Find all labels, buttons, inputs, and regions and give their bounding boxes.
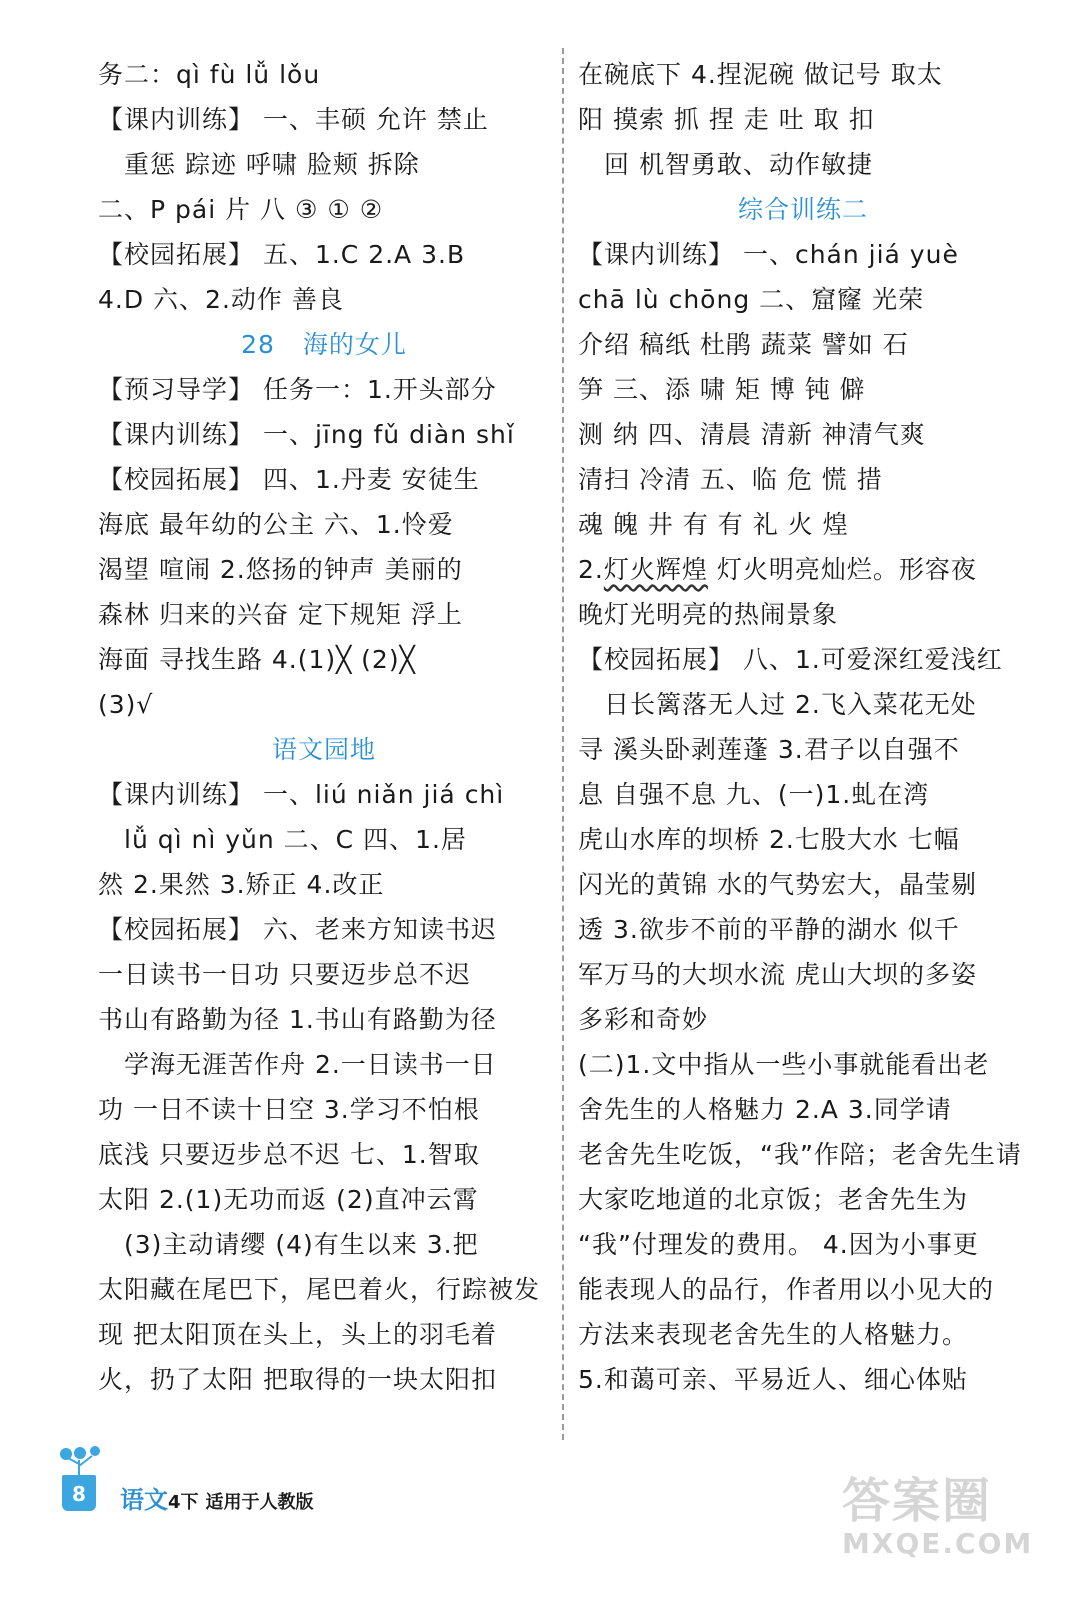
answer-line: 日长篱落无人过 2.飞入菜花无处 bbox=[604, 690, 977, 719]
site-watermark bbox=[842, 1462, 1052, 1582]
answer-line: “我”付理发的费用。 4.因为小事更 bbox=[578, 1230, 979, 1259]
answer-line: 能表现人的品行，作者用以小见大的 bbox=[578, 1275, 995, 1304]
answer-line: 介绍 稿纸 杜鹃 蔬菜 譬如 石 bbox=[578, 330, 909, 359]
answer-line: 回 机智勇敢、动作敏捷 bbox=[604, 150, 873, 179]
answer-line: 【课内训练】 一、丰硕 允许 禁止 bbox=[98, 105, 489, 134]
answer-line: 二、P pái 片 八 ③ ① ② bbox=[98, 195, 384, 224]
answer-line: 息 自强不息 九、(一)1.虬在湾 bbox=[578, 780, 930, 809]
answer-line: 然 2.果然 3.矫正 4.改正 bbox=[98, 870, 385, 899]
answer-line: 【校园拓展】 八、1.可爱深红爱浅红 bbox=[578, 645, 1003, 674]
answer-line: 多彩和奇妙 bbox=[578, 1005, 709, 1034]
book-edition: 适用于人教版 bbox=[205, 1492, 314, 1513]
answer-line: 5.和蔼可亲、平易近人、细心体贴 bbox=[578, 1365, 968, 1394]
answer-line: 【课内训练】 一、liú niǎn jiá chì bbox=[98, 780, 505, 809]
answer-line: 【预习导学】 任务一：1.开头部分 bbox=[98, 375, 497, 404]
answer-line: 晚灯光明亮的热闹景象 bbox=[578, 600, 839, 629]
answer-line: (3)主动请缨 (4)有生以来 3.把 bbox=[124, 1230, 479, 1259]
answer-line: 太阳 2.(1)无功而返 (2)直冲云霄 bbox=[98, 1185, 479, 1214]
right-column bbox=[578, 52, 1028, 1402]
page-footer bbox=[58, 1440, 418, 1514]
answer-line: 测 纳 四、清晨 清新 神清气爽 bbox=[578, 420, 926, 449]
wavy-underlined-idiom: 灯火辉煌 bbox=[603, 555, 708, 584]
answer-line: 太阳藏在尾巴下，尾巴着火，行踪被发 bbox=[98, 1275, 541, 1304]
answer-line: 现 把太阳顶在头上，头上的羽毛着 bbox=[98, 1320, 497, 1349]
answer-line bbox=[578, 547, 1028, 592]
answer-line: lǚ qì nì yǔn 二、C 四、1.居 bbox=[124, 825, 467, 854]
answer-line: 虎山水库的坝桥 2.七股大水 七幅 bbox=[578, 825, 960, 854]
book-grade: 4下 bbox=[168, 1492, 199, 1513]
answer-line: 方法来表现老舍先生的人格魅力。 bbox=[578, 1320, 969, 1349]
lesson-number: 28 bbox=[241, 330, 275, 359]
answer-line: 学海无涯苦作舟 2.一日读书一日 bbox=[124, 1050, 497, 1079]
page-number-badge: 8 bbox=[62, 1475, 96, 1511]
answer-line: 务二：qì fù lǚ lǒu bbox=[98, 60, 321, 89]
section-heading-review: 综合训练二 bbox=[737, 195, 868, 224]
left-column bbox=[98, 52, 550, 1402]
answer-line: 在碗底下 4.捏泥碗 做记号 取太 bbox=[578, 60, 943, 89]
answer-line: 一日读书一日功 只要迈步总不迟 bbox=[98, 960, 471, 989]
answer-line: 书山有路勤为径 1.书山有路勤为径 bbox=[98, 1005, 497, 1034]
idiom-explanation: 灯火明亮灿烂。形容夜 bbox=[716, 555, 977, 584]
answer-line: (3)√ bbox=[98, 690, 154, 719]
plant-icon bbox=[58, 1440, 108, 1480]
answer-line: 透 3.欲步不前的平静的湖水 似千 bbox=[578, 915, 960, 944]
answer-line: 海面 寻找生路 4.(1)╳ (2)╳ bbox=[98, 645, 416, 674]
answer-line: 底浅 只要迈步总不迟 七、1.智取 bbox=[98, 1140, 480, 1169]
answer-line: 寻 溪头卧剥莲蓬 3.君子以自强不 bbox=[578, 735, 960, 764]
answer-line: chā lù chōng 二、窟窿 光荣 bbox=[578, 285, 925, 314]
watermark-logo-text: 答案圈 bbox=[842, 1473, 993, 1529]
answer-line: 【校园拓展】 六、老来方知读书迟 bbox=[98, 915, 497, 944]
lesson-heading bbox=[98, 322, 550, 367]
answer-line: 【课内训练】 一、chán jiá yuè bbox=[578, 240, 959, 269]
answer-line: 【校园拓展】 五、1.C 2.A 3.B bbox=[98, 240, 466, 269]
answer-line: 魂 魄 井 有 有 礼 火 煌 bbox=[578, 510, 849, 539]
answer-line: 清扫 冷清 五、临 危 慌 措 bbox=[578, 465, 883, 494]
item-number: 2. bbox=[578, 555, 604, 584]
answer-line: 大家吃地道的北京饭；老舍先生为 bbox=[578, 1185, 969, 1214]
answer-line: 海底 最年幼的公主 六、1.怜爱 bbox=[98, 510, 454, 539]
answer-line: 【课内训练】 一、jīng fǔ diàn shǐ bbox=[98, 420, 515, 449]
watermark-url: MXQE.COM bbox=[842, 1527, 1034, 1560]
answer-line: 4.D 六、2.动作 善良 bbox=[98, 285, 344, 314]
answer-line: 【校园拓展】 四、1.丹麦 安徒生 bbox=[98, 465, 480, 494]
answer-line: 军万马的大坝水流 虎山大坝的多姿 bbox=[578, 960, 977, 989]
answer-line: 渴望 喧闹 2.悠扬的钟声 美丽的 bbox=[98, 555, 463, 584]
answer-line: 舍先生的人格魅力 2.A 3.同学请 bbox=[578, 1095, 952, 1124]
lesson-title: 海的女儿 bbox=[302, 330, 407, 359]
answer-line: 森林 归来的兴奋 定下规矩 浮上 bbox=[98, 600, 463, 629]
answer-line: 笋 三、添 啸 矩 博 钝 僻 bbox=[578, 375, 866, 404]
answer-line: 阳 摸索 抓 捏 走 吐 取 扣 bbox=[578, 105, 875, 134]
section-heading-garden: 语文园地 bbox=[271, 735, 376, 764]
book-label bbox=[120, 1480, 314, 1515]
answer-line: 火，扔了太阳 把取得的一块太阳扣 bbox=[98, 1365, 497, 1394]
answer-line: (二)1.文中指从一些小事就能看出老 bbox=[578, 1050, 990, 1079]
answer-line: 老舍先生吃饭，“我”作陪；老舍先生请 bbox=[578, 1140, 1022, 1169]
answer-line: 闪光的黄锦 水的气势宏大，晶莹剔 bbox=[578, 870, 977, 899]
column-divider bbox=[562, 48, 564, 1440]
answer-line: 功 一日不读十日空 3.学习不怕根 bbox=[98, 1095, 480, 1124]
book-subject: 语文 bbox=[120, 1486, 168, 1514]
answer-line: 重惩 踪迹 呼啸 脸颊 拆除 bbox=[124, 150, 420, 179]
